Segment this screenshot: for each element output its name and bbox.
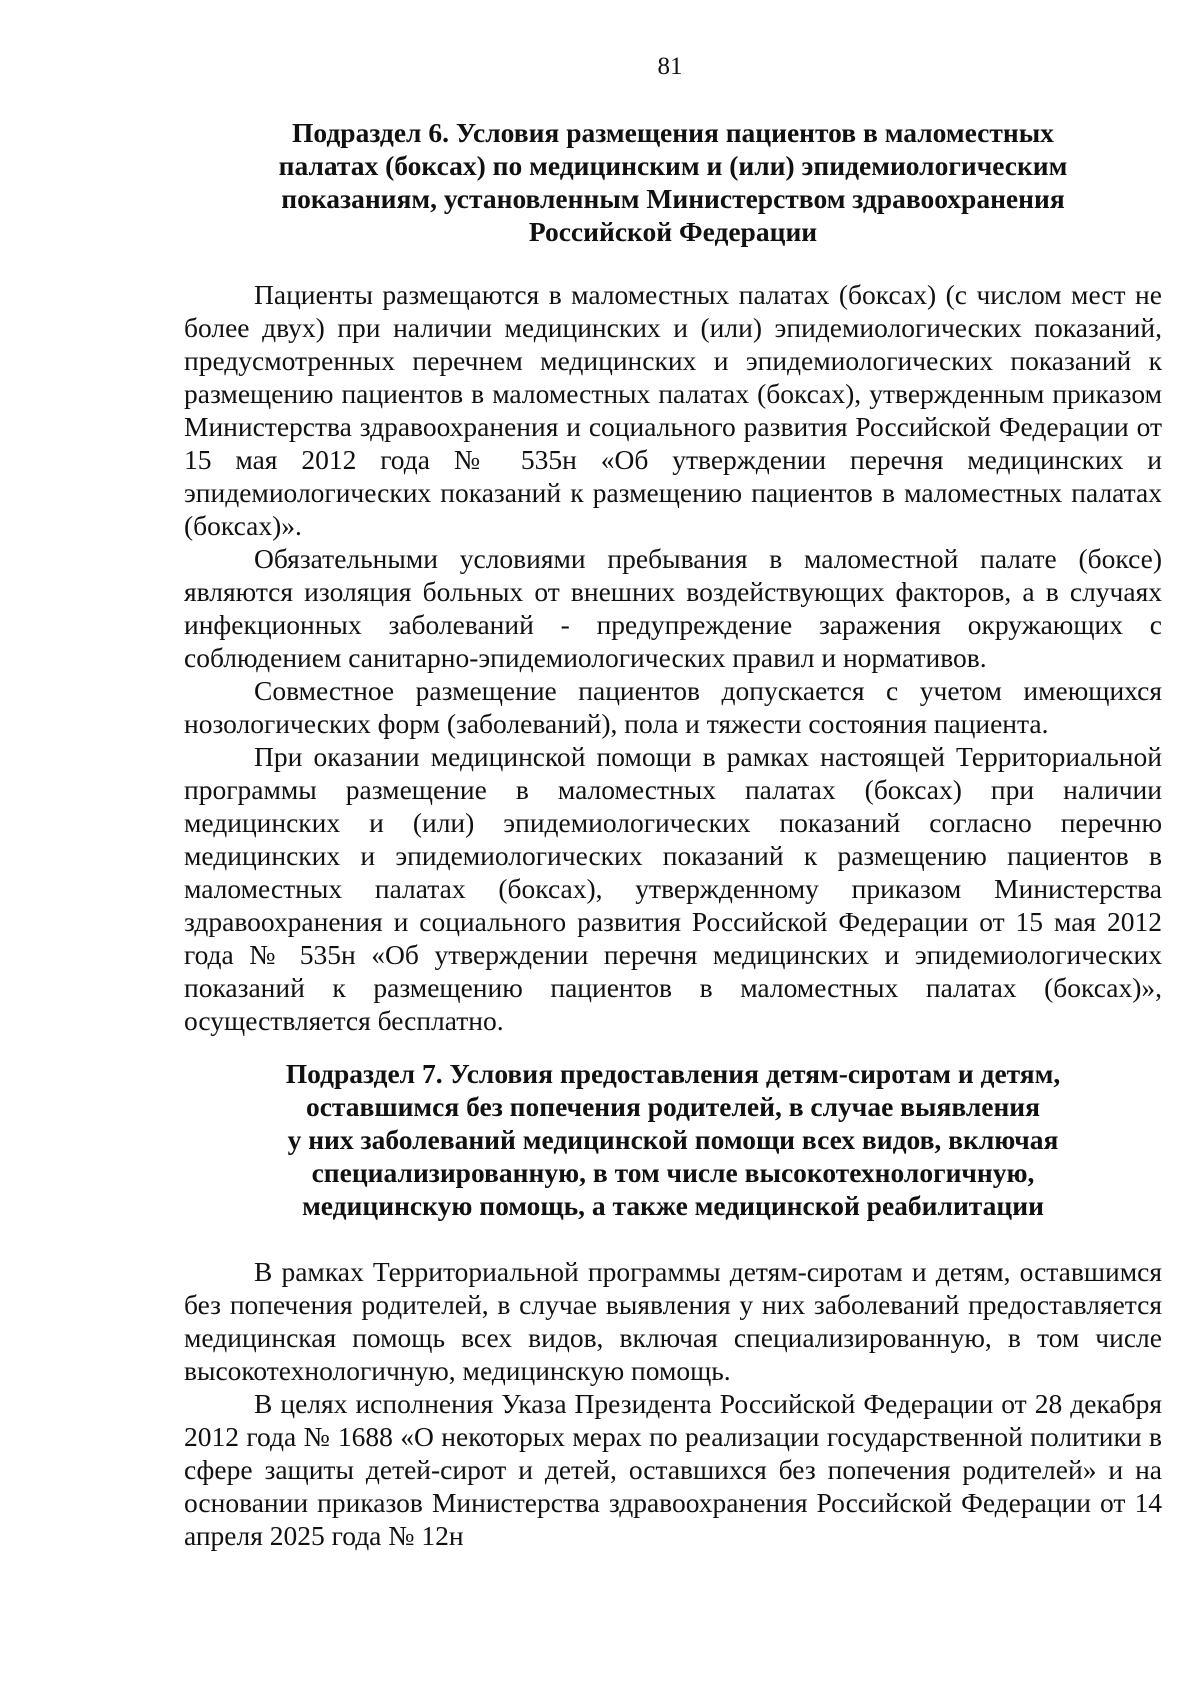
subsection-6-paragraph: Пациенты размещаются в маломестных палатах (боксах) (с числом мест не более двух) при наличии медицинских и (или) эпидемиологических показаний, предусмотренных перечнем медицинских и эпидемиологических показаний к размещению пациентов в маломестных палатах (боксах), утвержденным приказом Министерства здравоохранения и социального развития Российской Федерации от 15 мая 2012 года № 535н «Об утверждении перечня медицинских и эпидемиологических показаний к размещению пациентов в маломестных палатах (боксах)». [184, 279, 1162, 541]
subsection-7-title-line: оставшимся без попечения родителей, в случае выявления [305, 1091, 1041, 1122]
subsection-7-title-line: медицинскую помощь, а также медицинской реабилитации [302, 1190, 1044, 1221]
subsection-6-title-line: палатах (боксах) по медицинским и (или) эпидемиологическим [278, 150, 1068, 181]
subsection-7-body [184, 1255, 1162, 1552]
subsection-6-title [184, 116, 1162, 248]
subsection-7-title [184, 1057, 1162, 1222]
subsection-7-paragraph: В целях исполнения Указа Президента Российской Федерации от 28 декабря 2012 года № 1688 «О некоторых мерах по реализации государственной политики в сфере защиты детей-сирот и детей, оставшихся без попечения родителей» и на основании приказов Министерства здравоохранения Российской Федерации от 14 апреля 2025 года № 12н [184, 1388, 1162, 1551]
subsection-6-paragraph: Совместное размещение пациентов допускается с учетом имеющихся нозологических форм (заболеваний), пола и тяжести состояния пациента. [184, 675, 1162, 739]
subsection-6-paragraph: Обязательными условиями пребывания в маломестной палате (боксе) являются изоляция больных от внешних воздействующих факторов, а в случаях инфекционных заболеваний - предупреждение заражения окружающих с соблюдением санитарно-эпидемиологических правил и нормативов. [184, 543, 1162, 673]
page-number: 81 [657, 53, 683, 80]
subsection-6-body [184, 278, 1162, 1037]
subsection-7-title-line: у них заболеваний медицинской помощи всех видов, включая [287, 1124, 1059, 1155]
subsection-6-title-line: показаниям, установленным Министерством здравоохранения [281, 183, 1065, 214]
subsection-6-title-line: Российской Федерации [528, 216, 818, 247]
subsection-6-title-line: Подраздел 6. Условия размещения пациентов в маломестных [292, 117, 1054, 148]
subsection-7-title-line: специализированную, в том числе высокотехнологичную, [311, 1157, 1035, 1188]
subsection-7-title-line: Подраздел 7. Условия предоставления детям-сиротам и детям, [285, 1058, 1061, 1089]
subsection-6-paragraph: При оказании медицинской помощи в рамках настоящей Территориальной программы размещение в маломестных палатах (боксах) при наличии медицинских и (или) эпидемиологических показаний согласно перечню медицинских и эпидемиологических показаний к размещению пациентов в маломестных палатах (боксах), утвержденному приказом Министерства здравоохранения и социального развития Российской Федерации от 15 мая 2012 года № 535н «Об утверждении перечня медицинских и эпидемиологических показаний к размещению пациентов в маломестных палатах (боксах)», осуществляется бесплатно. [184, 741, 1162, 1036]
subsection-7-paragraph: В рамках Территориальной программы детям-сиротам и детям, оставшимся без попечения родителей, в случае выявления у них заболеваний предоставляется медицинская помощь всех видов, включая специализированную, в том числе высокотехнологичную, медицинскую помощь. [184, 1256, 1162, 1386]
